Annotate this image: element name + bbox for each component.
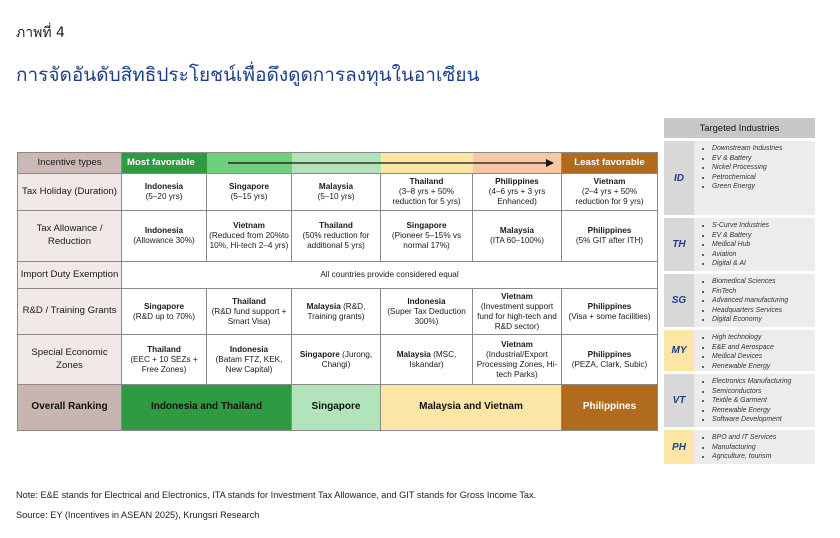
country-name: Vietnam bbox=[233, 221, 265, 230]
row-label: Tax Holiday (Duration) bbox=[18, 174, 122, 211]
industry-list bbox=[694, 141, 815, 215]
table-cell bbox=[381, 335, 473, 385]
table-row-special-economic-zones bbox=[18, 335, 658, 385]
list-item: • EV & Battery bbox=[712, 154, 813, 164]
cell-detail: (MSC, Iskandar) bbox=[409, 349, 457, 369]
table-cell bbox=[207, 174, 292, 211]
list-item: • Medical Hub bbox=[712, 240, 813, 250]
country-name: Vietnam bbox=[501, 339, 533, 349]
targeted-industries-panel bbox=[664, 118, 815, 464]
cell-detail: (4–6 yrs + 3 yrs Enhanced) bbox=[488, 187, 546, 206]
table-cell bbox=[122, 211, 207, 262]
country-name: Singapore bbox=[228, 182, 270, 191]
cell-detail: (5–20 yrs) bbox=[145, 192, 183, 201]
table-cell bbox=[473, 335, 562, 385]
row-label: Tax Allowance / Reduction bbox=[18, 211, 122, 262]
list-item: • Software Development bbox=[712, 415, 813, 425]
country-code: TH bbox=[664, 218, 694, 271]
country-name: Thailand bbox=[232, 296, 266, 306]
cell-detail: (2–4 yrs + 50% reduction for 9 yrs) bbox=[575, 187, 644, 206]
table-cell bbox=[473, 289, 562, 335]
list-item: • Semiconductors bbox=[712, 387, 813, 397]
country-name: Singapore bbox=[299, 349, 340, 359]
country-name: Thailand bbox=[409, 177, 444, 186]
list-item: • Advanced manufacturing bbox=[712, 296, 813, 306]
country-name: Malaysia bbox=[396, 349, 431, 359]
industry-list bbox=[694, 218, 815, 271]
country-code: VT bbox=[664, 374, 694, 427]
list-item: • Nickel Processing bbox=[712, 163, 813, 173]
country-name: Thailand bbox=[147, 344, 181, 354]
cell-detail: (R&D fund support + Smart Visa) bbox=[211, 306, 287, 326]
industry-row-vt bbox=[664, 374, 815, 427]
table-cell bbox=[292, 174, 381, 211]
country-name: Indonesia bbox=[229, 344, 269, 354]
list-item: • BPO and IT Services bbox=[712, 433, 813, 443]
industry-list bbox=[694, 274, 815, 327]
incentive-ranking-table bbox=[17, 152, 658, 431]
country-name: Philippines bbox=[587, 301, 632, 311]
list-item: • Manufacturing bbox=[712, 443, 813, 453]
country-name: Singapore bbox=[406, 221, 447, 230]
footnote: Note: E&E stands for Electrical and Electronics, ITA stands for Investment Tax Allowance, and GIT stands for Gross Income Tax. bbox=[16, 490, 537, 500]
table-cell bbox=[292, 335, 381, 385]
industry-row-th bbox=[664, 218, 815, 271]
list-item: • FinTech bbox=[712, 287, 813, 297]
list-item: • EV & Battery bbox=[712, 231, 813, 241]
list-item: • Agriculture, tourism bbox=[712, 452, 813, 462]
table-cell bbox=[292, 289, 381, 335]
table-cell bbox=[207, 211, 292, 262]
merged-cell: All countries provide considered equal bbox=[122, 262, 658, 289]
country-name: Thailand bbox=[319, 221, 353, 230]
industry-list bbox=[694, 330, 815, 371]
country-name: Malaysia bbox=[499, 226, 535, 235]
figure-title: การจัดอันดับสิทธิประโยชน์เพื่อดึงดูดการลงทุนในอาเซียน bbox=[16, 64, 480, 86]
country-name: Philippines bbox=[587, 349, 632, 359]
table-cell bbox=[562, 211, 658, 262]
table-cell bbox=[473, 174, 562, 211]
cell-detail: (EEC + 10 SEZs + Free Zones) bbox=[130, 354, 198, 374]
cell-detail: (5% GIT after ITH) bbox=[575, 236, 644, 245]
list-item: • Electronics Manufacturing bbox=[712, 377, 813, 387]
list-item: • Digital Economy bbox=[712, 315, 813, 325]
industry-row-sg bbox=[664, 274, 815, 327]
country-name: Vietnam bbox=[501, 291, 533, 301]
list-item: • Renewable Energy bbox=[712, 362, 813, 372]
row-label: Import Duty Exemption bbox=[18, 262, 122, 289]
table-row-rd-training bbox=[18, 289, 658, 335]
row-label: Special Economic Zones bbox=[18, 335, 122, 385]
table-cell bbox=[562, 289, 658, 335]
cell-detail: (PEZA, Clark, Subic) bbox=[571, 359, 648, 369]
country-name: Indonesia bbox=[144, 182, 184, 191]
table-cell bbox=[381, 174, 473, 211]
figure-label: ภาพที่ 4 bbox=[16, 25, 65, 41]
list-item: • Aviation bbox=[712, 250, 813, 260]
country-name: Vietnam bbox=[593, 177, 626, 186]
table-cell bbox=[381, 289, 473, 335]
country-name: Malaysia bbox=[318, 182, 354, 191]
cell-detail: (5–10 yrs) bbox=[317, 192, 355, 201]
cell-detail: (Investment support fund for high-tech and R&D sector) bbox=[477, 301, 557, 331]
table-row-import-duty bbox=[18, 262, 658, 289]
industry-list bbox=[694, 374, 815, 427]
ranking-group-4: Philippines bbox=[562, 385, 658, 431]
table-cell bbox=[381, 211, 473, 262]
cell-detail: (R&D up to 70%) bbox=[133, 311, 195, 321]
list-item: • High technology bbox=[712, 333, 813, 343]
country-code: PH bbox=[664, 430, 694, 464]
list-item: • Green Energy bbox=[712, 182, 813, 192]
industry-row-id bbox=[664, 141, 815, 215]
row-label: R&D / Training Grants bbox=[18, 289, 122, 335]
country-name: Indonesia bbox=[407, 296, 446, 306]
cell-detail: (3–8 yrs + 50% reduction for 5 yrs) bbox=[392, 187, 461, 206]
cell-detail: (Pioneer 5–15% vs normal 17%) bbox=[391, 231, 462, 250]
list-item: • E&E and Aerospace bbox=[712, 343, 813, 353]
list-item: • Biomedical Sciences bbox=[712, 277, 813, 287]
list-item: • Digital & AI bbox=[712, 259, 813, 269]
country-name: Singapore bbox=[143, 301, 185, 311]
list-item: • Downstream Industries bbox=[712, 144, 813, 154]
country-code: ID bbox=[664, 141, 694, 215]
list-item: • Textile & Garment bbox=[712, 396, 813, 406]
country-name: Malaysia bbox=[306, 301, 341, 311]
list-item: • Headquarters Services bbox=[712, 306, 813, 316]
country-code: MY bbox=[664, 330, 694, 371]
list-item: • Petrochemical bbox=[712, 173, 813, 183]
list-item: • S-Curve Industries bbox=[712, 221, 813, 231]
cell-detail: (ITA 60–100%) bbox=[489, 236, 544, 245]
table-cell bbox=[292, 211, 381, 262]
cell-detail: (Visa + some facilities) bbox=[568, 311, 651, 321]
row-label: Overall Ranking bbox=[18, 385, 122, 431]
ranking-group-3: Malaysia and Vietnam bbox=[381, 385, 562, 431]
industry-row-ph bbox=[664, 430, 815, 464]
industry-list bbox=[694, 430, 815, 464]
cell-detail: (50% reduction for additional 5 yrs) bbox=[302, 231, 370, 250]
country-name: Indonesia bbox=[144, 226, 184, 235]
table-cell bbox=[473, 211, 562, 262]
cell-detail: (R&D, Training grants) bbox=[307, 301, 366, 321]
source-line: Source: EY (Incentives in ASEAN 2025), Krungsri Research bbox=[16, 510, 260, 520]
table-cell bbox=[207, 289, 292, 335]
country-name: Philippines bbox=[495, 177, 539, 186]
table-row-tax-allowance bbox=[18, 211, 658, 262]
cell-detail: (5–15 yrs) bbox=[230, 192, 268, 201]
table-cell bbox=[122, 289, 207, 335]
ranking-group-1: Indonesia and Thailand bbox=[122, 385, 292, 431]
incentive-types-header: Incentive types bbox=[18, 153, 122, 174]
cell-detail: (Industrial/Export Processing Zones, Hi-tech Parks) bbox=[476, 349, 558, 379]
table-cell bbox=[562, 335, 658, 385]
industry-row-my bbox=[664, 330, 815, 371]
country-name: Philippines bbox=[587, 226, 632, 235]
cell-detail: (Super Tax Deduction 300%) bbox=[387, 306, 466, 326]
cell-detail: (Jurong, Changi) bbox=[321, 349, 373, 369]
cell-detail: (Batam FTZ, KEK, New Capital) bbox=[215, 354, 283, 374]
least-favorable-label: Least favorable bbox=[562, 153, 658, 174]
targeted-industries-title: Targeted Industries bbox=[664, 118, 815, 138]
table-cell bbox=[122, 335, 207, 385]
table-cell bbox=[562, 174, 658, 211]
table-cell bbox=[207, 335, 292, 385]
list-item: • Medical Devices bbox=[712, 352, 813, 362]
table-row-tax-holiday bbox=[18, 174, 658, 211]
most-favorable-label: Most favorable bbox=[122, 153, 207, 174]
cell-detail: (Reduced from 20%to 10%, Hi-tech 2–4 yrs) bbox=[209, 231, 289, 250]
cell-detail: (Allowance 30%) bbox=[133, 236, 195, 245]
favorability-arrow bbox=[228, 159, 554, 167]
table-row-overall-ranking bbox=[18, 385, 658, 431]
ranking-group-2: Singapore bbox=[292, 385, 381, 431]
table-cell bbox=[122, 174, 207, 211]
country-code: SG bbox=[664, 274, 694, 327]
list-item: • Renewable Energy bbox=[712, 406, 813, 416]
